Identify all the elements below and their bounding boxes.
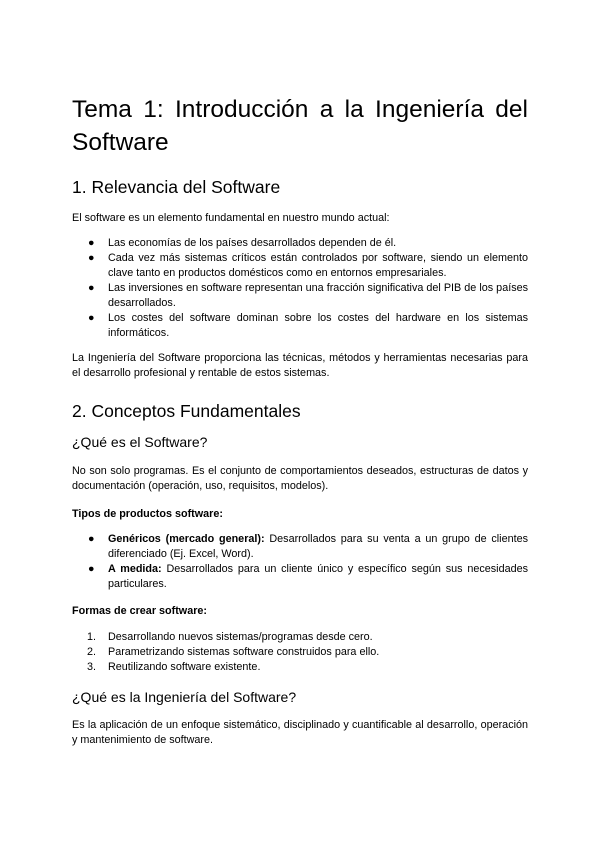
list-item: ● Los costes del software dominan sobre los costes del hardware en los sistemas informáticos. <box>88 312 528 339</box>
list-item: ● Genéricos (mercado general): Desarrollados para su venta a un grupo de clientes diferenciado (Ej. Excel, Word). <box>88 533 528 560</box>
type-term: Genéricos (mercado general): <box>108 533 265 545</box>
ingenieria-definition: Es la aplicación de un enfoque sistemático, disciplinado y cuantificable al desarrollo, operación y mantenimiento de software. <box>72 719 528 746</box>
document-title: Tema 1: Introducción a la Ingeniería del Software <box>72 96 528 156</box>
list-item: ● A medida: Desarrollados para un cliente único y específico según sus necesidades particulares. <box>88 563 528 590</box>
list-item: ● Las inversiones en software representan una fracción significativa del PIB de los países desarrollados. <box>88 282 528 309</box>
subheading-que-es-ingenieria: ¿Qué es la Ingeniería del Software? <box>72 689 297 705</box>
bullet-marker: ● <box>88 237 95 249</box>
list-item: ● Cada vez más sistemas críticos están controlados por software, siendo un elemento clave tanto en productos domésticos como en entornos empresariales. <box>88 252 528 279</box>
number-marker: 2. <box>87 646 97 658</box>
bullet-marker: ● <box>88 533 95 545</box>
type-term: A medida: <box>108 563 162 575</box>
section1-intro: El software es un elemento fundamental en nuestro mundo actual: <box>72 212 390 224</box>
list-item: 3. Reutilizando software existente. <box>87 661 261 673</box>
forms-list <box>72 630 528 675</box>
subheading-que-es-software: ¿Qué es el Software? <box>72 434 208 450</box>
list-item: 2. Parametrizando sistemas software construidos para ello. <box>87 646 380 658</box>
number-marker: 3. <box>87 661 97 673</box>
types-list <box>72 532 528 592</box>
list-item: 1. Desarrollando nuevos sistemas/programas desde cero. <box>87 631 373 643</box>
number-marker: 1. <box>87 631 97 643</box>
bullet-marker: ● <box>88 252 95 264</box>
list-item: ● Las economías de los países desarrollados dependen de él. <box>88 237 397 249</box>
forms-label: Formas de crear software: <box>72 605 208 617</box>
section1-bullet-list <box>72 236 528 341</box>
section-heading-relevancia: 1. Relevancia del Software <box>72 177 281 197</box>
section1-closing: La Ingeniería del Software proporciona las técnicas, métodos y herramientas necesarias para el desarrollo profesional y rentable de estos sistemas. <box>72 352 528 379</box>
bullet-marker: ● <box>88 312 95 324</box>
section-heading-conceptos: 2. Conceptos Fundamentales <box>72 401 301 421</box>
bullet-marker: ● <box>88 282 95 294</box>
software-definition: No son solo programas. Es el conjunto de comportamientos deseados, estructuras de datos y documentación (operación, uso, requisitos, modelos). <box>72 465 528 492</box>
bullet-marker: ● <box>88 563 95 575</box>
types-label: Tipos de productos software: <box>72 508 223 520</box>
